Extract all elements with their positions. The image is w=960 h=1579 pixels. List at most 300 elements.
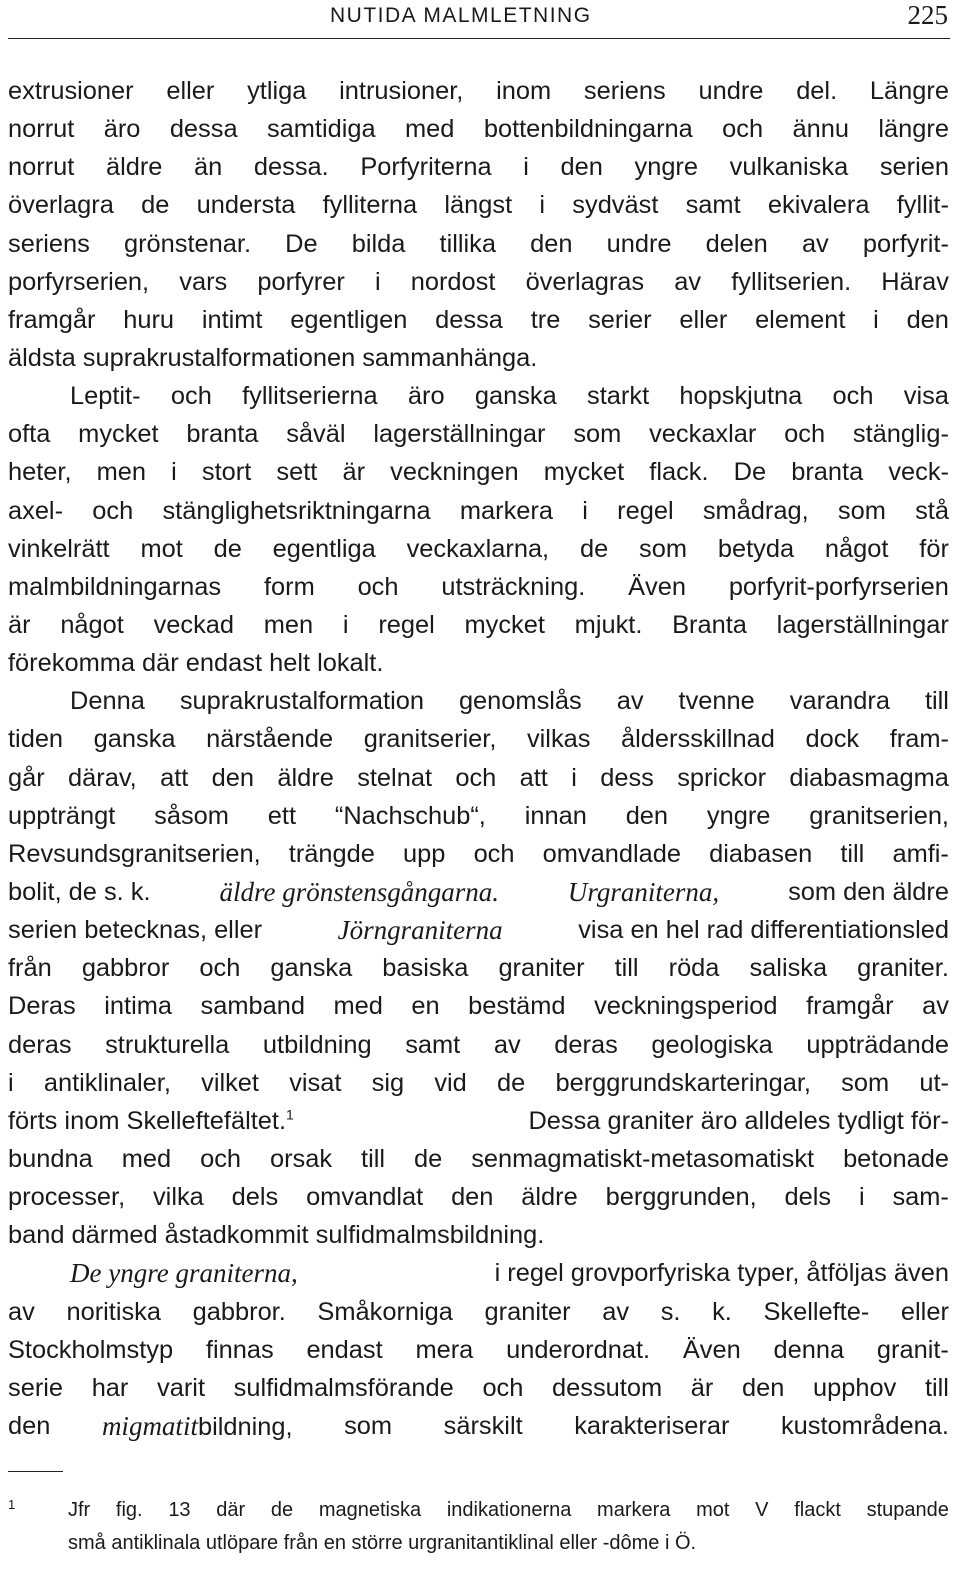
word: samt — [405, 1030, 461, 1059]
word: varandra — [789, 687, 890, 716]
word: visat — [289, 1068, 342, 1097]
word: tvenne — [678, 687, 755, 716]
word: del. — [796, 77, 838, 105]
word: uppträdande — [806, 1030, 949, 1059]
word: ofta — [8, 420, 51, 449]
word: längre — [878, 115, 949, 144]
word: finnas — [205, 1335, 274, 1364]
word: sydväst — [572, 191, 659, 220]
word: seriens — [583, 77, 666, 105]
text-line — [8, 72, 949, 110]
word: berggrundskarteringar, — [555, 1068, 811, 1097]
text-run: den — [8, 1411, 51, 1440]
word: upphov — [812, 1373, 897, 1402]
word: egentligen — [290, 305, 408, 334]
word: denna — [773, 1335, 845, 1364]
word: överlagras — [525, 267, 645, 296]
word: lagerställningar — [373, 420, 546, 449]
word: veckaxlar — [649, 420, 757, 449]
word: heter, — [8, 458, 72, 487]
word: i — [873, 305, 879, 334]
word: den — [451, 1183, 494, 1212]
text-line — [8, 606, 949, 644]
word: mycket — [543, 458, 625, 487]
word: V — [755, 1499, 769, 1521]
footnote-rule — [8, 1471, 63, 1472]
word: därav, — [68, 763, 137, 792]
word: upp — [403, 839, 446, 868]
word: Jfr — [68, 1499, 91, 1521]
word: starkt — [587, 382, 650, 411]
word: fylliterna — [322, 191, 418, 220]
word: diabasmagma — [789, 763, 949, 792]
word: norrut — [8, 153, 75, 182]
word: fram- — [889, 725, 949, 754]
text-line — [8, 301, 949, 339]
word: granitserien, — [809, 801, 949, 830]
word: Skellefte- — [763, 1297, 870, 1326]
word: ännu — [792, 115, 849, 144]
word: har — [91, 1373, 129, 1402]
word: av — [674, 267, 702, 296]
word: element — [755, 305, 846, 334]
word: varit — [157, 1373, 205, 1402]
word: Revsundsgranitserien, — [8, 839, 261, 868]
word: porfyrer — [257, 267, 345, 296]
word: ut- — [919, 1068, 949, 1097]
word: vilka — [152, 1183, 204, 1212]
word: intima — [104, 992, 172, 1021]
word: för — [919, 534, 949, 563]
word: som — [573, 420, 622, 449]
word: en — [411, 992, 440, 1021]
word: fyllitserierna — [242, 382, 378, 411]
word: går — [8, 763, 45, 792]
word: av — [493, 1030, 521, 1059]
word: s. — [660, 1297, 681, 1326]
paragraph-4 — [8, 1254, 949, 1445]
word: malmbildningarnas — [8, 572, 222, 601]
word: mycket — [464, 610, 545, 639]
footnote-marker: 1 — [8, 1497, 16, 1512]
word: delen — [705, 229, 768, 258]
word: processer, — [8, 1183, 126, 1212]
word: visa — [903, 382, 949, 411]
word: sett — [276, 458, 318, 487]
text-line — [8, 110, 949, 148]
word: huru — [123, 305, 175, 334]
word: undre — [698, 77, 764, 105]
word: till — [924, 687, 949, 716]
word: fyllit- — [896, 191, 949, 220]
word: än — [194, 153, 223, 182]
word: längst — [444, 191, 513, 220]
word: bundna — [8, 1144, 93, 1173]
paragraph-1-lines — [8, 72, 949, 339]
word: serier — [588, 305, 652, 334]
word: fig. — [115, 1499, 143, 1521]
word: att — [519, 763, 548, 792]
word: och — [455, 763, 497, 792]
word: de — [141, 191, 170, 220]
word: genomslås — [458, 687, 582, 716]
text-line: äldsta suprakrustalformationen sammanhänga. — [8, 343, 538, 372]
word: regel — [378, 610, 435, 639]
word: äldre — [277, 763, 334, 792]
word: de — [497, 1068, 526, 1097]
word: vulkaniska — [729, 153, 849, 182]
word: graniter — [484, 1297, 571, 1326]
word: som — [837, 496, 886, 525]
word: av — [8, 1297, 35, 1326]
word: sam- — [892, 1183, 949, 1212]
word: intimt — [201, 305, 263, 334]
word: med — [333, 992, 383, 1021]
word: äldre — [521, 1183, 578, 1212]
word: vars — [179, 267, 228, 296]
word: Härav — [881, 267, 949, 296]
body-text — [8, 72, 949, 1445]
word: och — [832, 382, 874, 411]
word: något — [60, 610, 124, 639]
word: till — [840, 839, 865, 868]
paragraph-3 — [8, 682, 949, 1254]
word: magnetiska — [318, 1499, 422, 1521]
word: Deras — [8, 992, 76, 1021]
text-line — [8, 415, 949, 453]
word: k. — [712, 1297, 732, 1326]
word: Stockholmstyp — [8, 1335, 174, 1364]
word: dock — [805, 725, 860, 754]
text-run: i regel grovporfyriska typer, åtföljas även — [494, 1259, 949, 1288]
text-run: som den äldre — [788, 877, 949, 906]
word: i — [571, 763, 577, 792]
paragraph-1 — [8, 72, 949, 377]
word: Porfyriterna — [360, 153, 492, 182]
word: antiklinaler, — [43, 1068, 171, 1097]
word: stupande — [866, 1499, 949, 1521]
word: av — [801, 229, 829, 258]
word: och — [482, 1373, 524, 1402]
word: norrut — [8, 115, 75, 144]
word: dessa — [169, 115, 238, 144]
word: berggrunden, — [605, 1183, 757, 1212]
word: överlagra — [8, 191, 114, 220]
word: de — [213, 534, 242, 563]
word: mera — [415, 1335, 474, 1364]
text-line — [8, 1331, 949, 1369]
word: ytliga — [247, 77, 307, 105]
text-line — [8, 1293, 949, 1331]
text-line — [8, 1178, 949, 1216]
word: ganska — [270, 954, 353, 983]
text-line — [8, 797, 949, 835]
word: och — [92, 496, 134, 525]
page-number: 225 — [907, 0, 948, 30]
word: utbildning — [262, 1030, 372, 1059]
word: seriens — [8, 229, 90, 258]
word: framgår — [8, 305, 96, 334]
word: den — [906, 305, 949, 334]
word: ganska — [93, 725, 176, 754]
word: hopskjutna — [679, 382, 803, 411]
word: betyda — [717, 534, 795, 563]
word: samt — [685, 191, 741, 220]
word: veckad — [153, 610, 235, 639]
word: basiska — [382, 954, 469, 983]
word: bestämd — [468, 992, 566, 1021]
word: i — [8, 1068, 14, 1097]
word: endast — [306, 1335, 383, 1364]
word: närstående — [206, 725, 334, 754]
word: och — [357, 572, 399, 601]
word: granit- — [876, 1335, 949, 1364]
word: egentliga — [272, 534, 376, 563]
word: dessa — [435, 305, 503, 334]
word: stort — [201, 458, 252, 487]
word: såväl — [286, 420, 346, 449]
word: veckaxlarna, — [406, 534, 550, 563]
text-run: Dessa graniter äro alldeles tydligt för- — [528, 1106, 949, 1135]
word: eller — [900, 1297, 949, 1326]
word: flack. — [649, 458, 709, 487]
word: dess — [600, 763, 654, 792]
word: och — [200, 1144, 242, 1173]
text-run: serien betecknas, eller — [8, 916, 263, 945]
text-line — [8, 873, 949, 911]
word: mycket — [78, 420, 159, 449]
word: och — [199, 954, 241, 983]
text-line — [8, 263, 949, 301]
word: stå — [915, 496, 949, 525]
word: branta — [186, 420, 259, 449]
word: serie — [8, 1373, 64, 1402]
text-line — [8, 1102, 949, 1140]
word: omvandlat — [306, 1183, 424, 1212]
word: mjukt. — [574, 610, 643, 639]
word: att — [160, 763, 189, 792]
word: vid — [434, 1068, 467, 1097]
word: markera — [459, 496, 553, 525]
word: vinkelrätt — [8, 534, 110, 563]
word: strukturella — [105, 1030, 230, 1059]
word: vilket — [201, 1068, 259, 1097]
word: i — [342, 610, 349, 639]
word: De — [733, 458, 767, 487]
word: av — [602, 1297, 630, 1326]
word: Även — [628, 572, 686, 601]
text-line — [8, 720, 949, 758]
text-run — [102, 1407, 293, 1445]
paragraph-2 — [8, 377, 949, 682]
paragraph-3-lines — [8, 682, 949, 873]
text-run: kustområdena. — [780, 1411, 949, 1440]
word: gabbror — [81, 954, 170, 983]
page-header — [0, 0, 960, 40]
word: lagerställningar — [776, 610, 949, 639]
word: suprakrustalformation — [179, 687, 424, 716]
word: gabbror. — [192, 1297, 286, 1326]
text-run-inner: förts inom Skelleftefältet. — [8, 1106, 287, 1135]
text-line — [8, 759, 949, 797]
text-line — [8, 987, 949, 1025]
word: stänglig- — [852, 420, 949, 449]
text-line — [8, 911, 949, 949]
word: och — [784, 420, 826, 449]
word: “Nachschub“, — [334, 801, 486, 830]
word: regel — [617, 496, 674, 525]
word: inom — [496, 77, 552, 105]
text-line — [8, 530, 949, 568]
paragraph-3-lines-b — [8, 949, 949, 1102]
word: i — [582, 496, 588, 525]
word: sprickor — [677, 763, 767, 792]
italic-term: migmatit — [101, 1410, 198, 1441]
word: äro — [103, 115, 141, 144]
text-run-inner: bildning, — [197, 1412, 293, 1441]
word: den — [530, 229, 573, 258]
word: eller — [166, 77, 215, 105]
word: till — [924, 1373, 949, 1402]
word: den — [560, 153, 603, 182]
word: geologiska — [651, 1030, 773, 1059]
word: intrusioner, — [339, 77, 464, 105]
word: i — [539, 191, 546, 220]
word: i — [523, 153, 529, 182]
word: åldersskillnad — [621, 725, 775, 754]
text-line — [8, 1369, 949, 1407]
word: dels — [231, 1183, 279, 1212]
word: undre — [606, 229, 672, 258]
italic-term: Jörngraniterna — [337, 915, 503, 946]
word: med — [121, 1144, 172, 1173]
word: bilda — [351, 229, 406, 258]
word: saliska — [749, 954, 828, 983]
word: 13 — [168, 1499, 191, 1521]
word: form — [263, 572, 315, 601]
word: något — [824, 534, 889, 563]
word: underordnat. — [506, 1335, 651, 1364]
word: fyllitserien. — [731, 267, 852, 296]
text-line — [8, 225, 949, 263]
word: flackt — [794, 1499, 841, 1521]
footnote-ref: 1 — [286, 1106, 294, 1123]
word: Branta — [672, 610, 747, 639]
footnote-line: små antiklinala utlöpare från en större urgranitantiklinal eller -dôme i Ö. — [68, 1532, 697, 1554]
word: av — [922, 992, 949, 1021]
word: utsträckning. — [441, 572, 586, 601]
word: de — [579, 534, 609, 563]
word: deras — [8, 1030, 72, 1059]
text-line — [8, 148, 949, 186]
text-run: karakteriserar — [574, 1411, 730, 1440]
word: de — [414, 1144, 443, 1173]
text-line — [8, 492, 949, 530]
word: framgår — [806, 992, 894, 1021]
word: Även — [682, 1335, 741, 1364]
word: som — [639, 534, 687, 563]
text-line — [8, 1026, 949, 1064]
word: understa — [196, 191, 296, 220]
word: grönstenar. — [123, 229, 252, 258]
word: sig — [371, 1068, 405, 1097]
word: markera — [597, 1499, 671, 1521]
word: graniter. — [857, 954, 949, 983]
word: är — [690, 1373, 714, 1402]
word: i — [374, 267, 381, 296]
word: diabasen — [709, 839, 813, 868]
word: äldre — [105, 153, 163, 182]
word: stelnat — [357, 763, 432, 792]
word: veck- — [888, 458, 949, 487]
word: är — [8, 610, 31, 639]
word: branta — [791, 458, 864, 487]
word: senmagmatiskt-metasomatiskt — [471, 1144, 815, 1173]
italic-term: Urgraniterna, — [567, 876, 720, 907]
word: i — [858, 1183, 865, 1212]
word: porfyrserien, — [8, 267, 150, 296]
word: amfi- — [892, 839, 949, 868]
text-line: band därmed åstadkommit sulfidmalmsbildning. — [8, 1221, 545, 1250]
word: orsak — [269, 1144, 333, 1173]
word: och — [722, 115, 764, 144]
word: Denna — [70, 687, 145, 716]
word: till — [614, 954, 639, 983]
word: i — [171, 458, 177, 487]
word: och — [170, 382, 212, 411]
word: Längre — [869, 77, 949, 105]
text-line — [8, 186, 949, 224]
word: nordost — [410, 267, 496, 296]
text-run — [8, 1102, 294, 1140]
text-line — [8, 1254, 949, 1292]
text-line: förekomma där endast helt lokalt. — [8, 649, 384, 678]
text-run: som — [344, 1411, 393, 1440]
word: Småkorniga — [317, 1297, 453, 1326]
text-line — [8, 682, 949, 720]
word: till — [361, 1144, 386, 1173]
paragraph-3-lines-c — [8, 1140, 949, 1216]
text-line — [8, 453, 949, 491]
word: stänglighetsriktningarna — [162, 496, 431, 525]
word: men — [96, 458, 147, 487]
word: veckningsperiod — [594, 992, 778, 1021]
word: sulfidmalmsförande — [233, 1373, 454, 1402]
word: de — [270, 1499, 294, 1521]
word: vilkas — [526, 725, 591, 754]
word: dels — [784, 1183, 832, 1212]
word: samband — [200, 992, 305, 1021]
word: äro — [407, 382, 445, 411]
word: omvandlade — [542, 839, 681, 868]
word: tiden — [8, 725, 64, 754]
header-rule — [8, 38, 950, 39]
word: uppträngt — [8, 801, 116, 830]
word: den — [741, 1373, 785, 1402]
word: och — [473, 839, 515, 868]
text-run: bolit, de s. k. — [8, 877, 151, 906]
word: men — [263, 610, 314, 639]
word: axel- — [8, 496, 64, 525]
text-run: särskilt — [443, 1411, 523, 1440]
word: den — [625, 801, 669, 830]
word: från — [8, 954, 52, 983]
word: veckningen — [390, 458, 519, 487]
text-line — [8, 949, 949, 987]
word: dessa. — [253, 153, 329, 182]
word: yngre — [634, 153, 699, 182]
italic-term: De yngre graniterna, — [70, 1258, 298, 1289]
